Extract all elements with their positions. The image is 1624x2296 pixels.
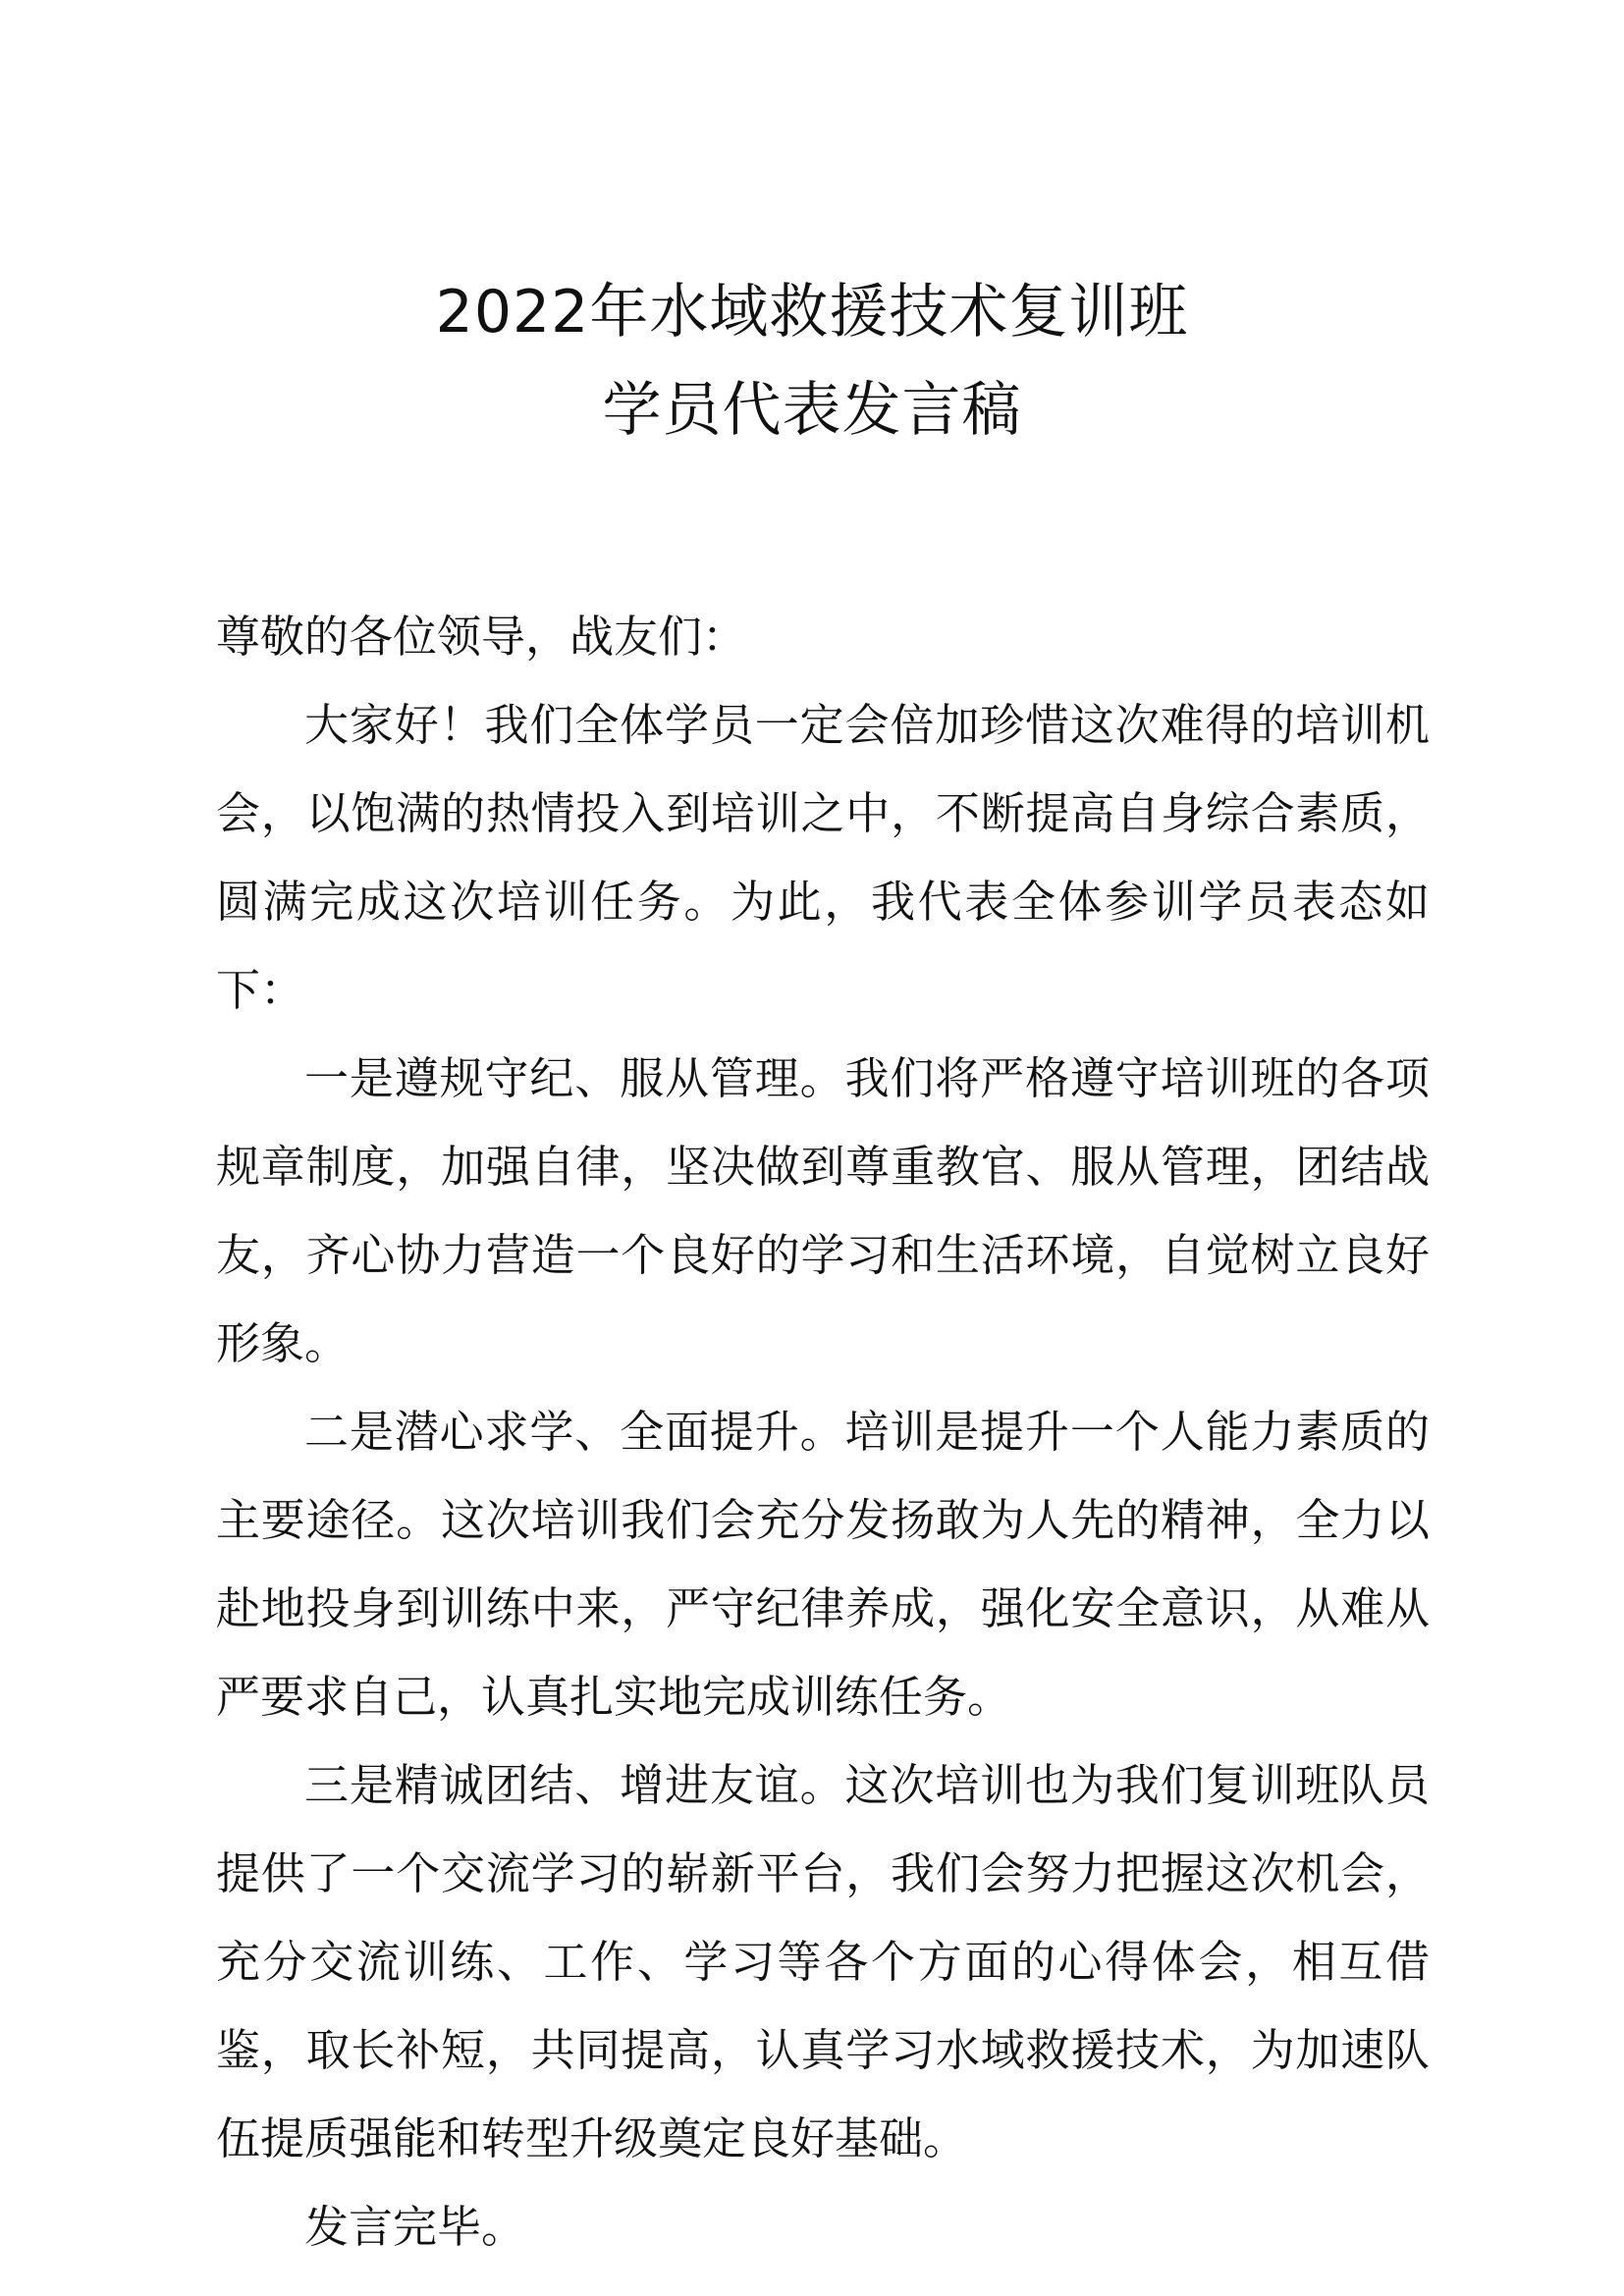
title-line-1: 2022年水域救援技术复训班 [435,278,1189,347]
document-title [0,263,1624,459]
paragraph-discipline: 一是遵规守纪、服从管理。我们将严格遵守培训班的各项规章制度，加强自律，坚决做到尊重教官、服从管理，团结战友，齐心协力营造一个良好的学习和生活环境，自觉树立良好形象。 [216,1052,1430,1369]
paragraph-greeting: 大家好！我们全体学员一定会倍加珍惜这次难得的培训机会，以饱满的热情投入到培训之中，不断提高自身综合素质，圆满完成这次培训任务。为此，我代表全体参训学员表态如下： [216,699,1430,1016]
speech-body [216,593,1430,2271]
salutation: 尊敬的各位领导，战友们： [216,611,747,663]
paragraph-closing: 发言完毕。 [304,2201,526,2253]
title-line-2: 学员代表发言稿 [602,376,1022,445]
paragraph-study: 二是潜心求学、全面提升。培训是提升一个人能力素质的主要途径。这次培训我们会充分发扬敢为人先的精神，全力以赴地投身到训练中来，严守纪律养成，强化安全意识，从难从严要求自己，认真扎实地完成训练任务。 [216,1406,1430,1723]
paragraph-unity: 三是精诚团结、增进友谊。这次培训也为我们复训班队员提供了一个交流学习的崭新平台，我们会努力把握这次机会，充分交流训练、工作、学习等各个方面的心得体会，相互借鉴，取长补短，共同提高，认真学习水域救援技术，为加速队伍提质强能和转型升级奠定良好基础。 [216,1759,1430,2164]
